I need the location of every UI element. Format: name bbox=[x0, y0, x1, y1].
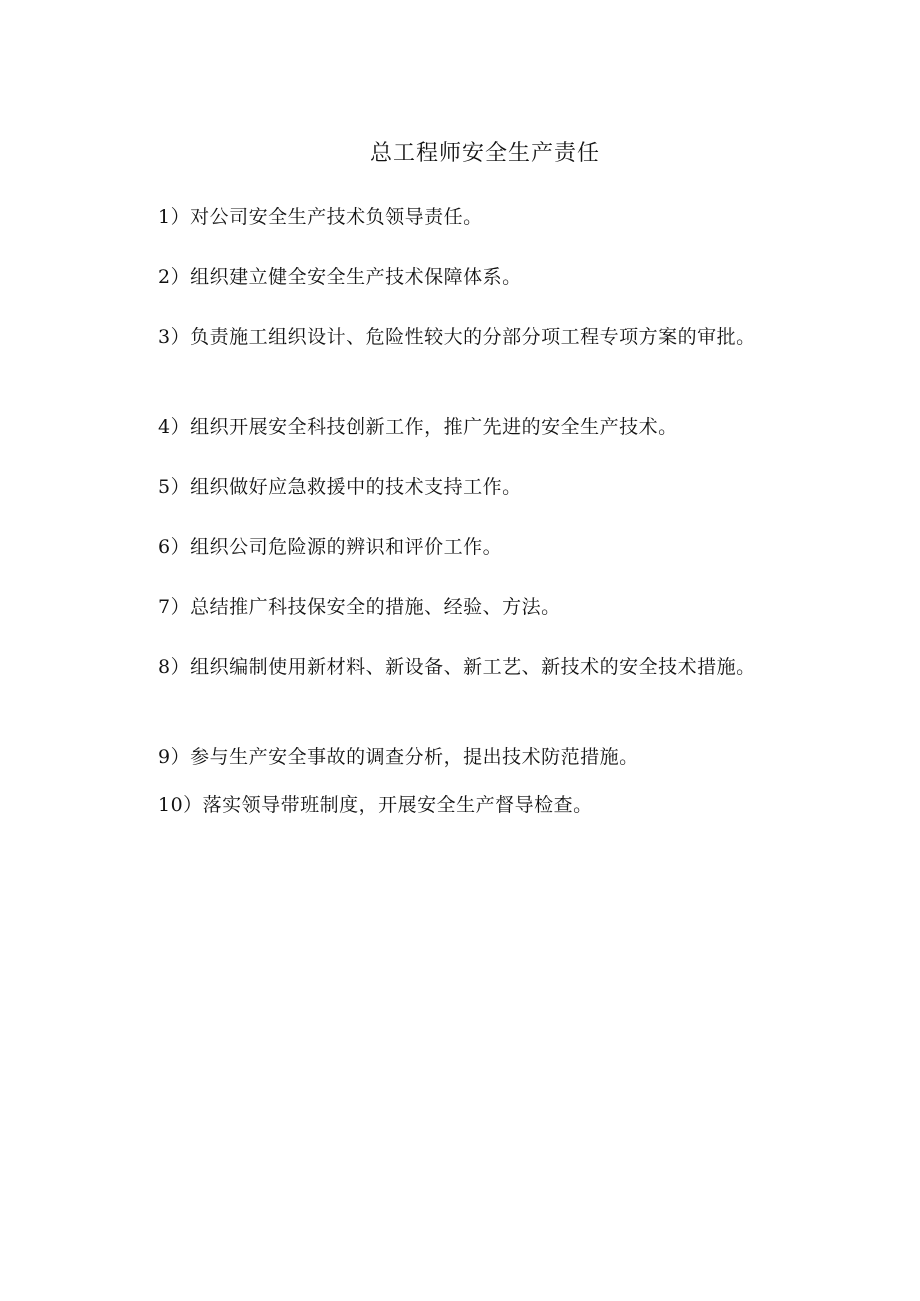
responsibility-item-8: 8）组织编制使用新材料、新设备、新工艺、新技术的安全技术措施。 bbox=[158, 656, 756, 678]
responsibility-item-6: 6）组织公司危险源的辨识和评价工作。 bbox=[158, 536, 503, 558]
responsibility-item-4: 4）组织开展安全科技创新工作，推广先进的安全生产技术。 bbox=[158, 416, 678, 438]
responsibility-item-9: 9）参与生产安全事故的调查分析，提出技术防范措施。 bbox=[158, 746, 639, 768]
responsibility-item-5: 5）组织做好应急救援中的技术支持工作。 bbox=[158, 476, 522, 498]
responsibility-item-1: 1）对公司安全生产技术负领导责任。 bbox=[158, 206, 483, 228]
responsibility-item-7: 7）总结推广科技保安全的措施、经验、方法。 bbox=[158, 596, 561, 618]
responsibility-item-10: 10）落实领导带班制度，开展安全生产督导检查。 bbox=[158, 794, 593, 816]
responsibility-item-3: 3）负责施工组织设计、危险性较大的分部分项工程专项方案的审批。 bbox=[158, 326, 756, 348]
responsibility-item-2: 2）组织建立健全安全生产技术保障体系。 bbox=[158, 266, 522, 288]
document-title: 总工程师安全生产责任 bbox=[369, 141, 600, 166]
